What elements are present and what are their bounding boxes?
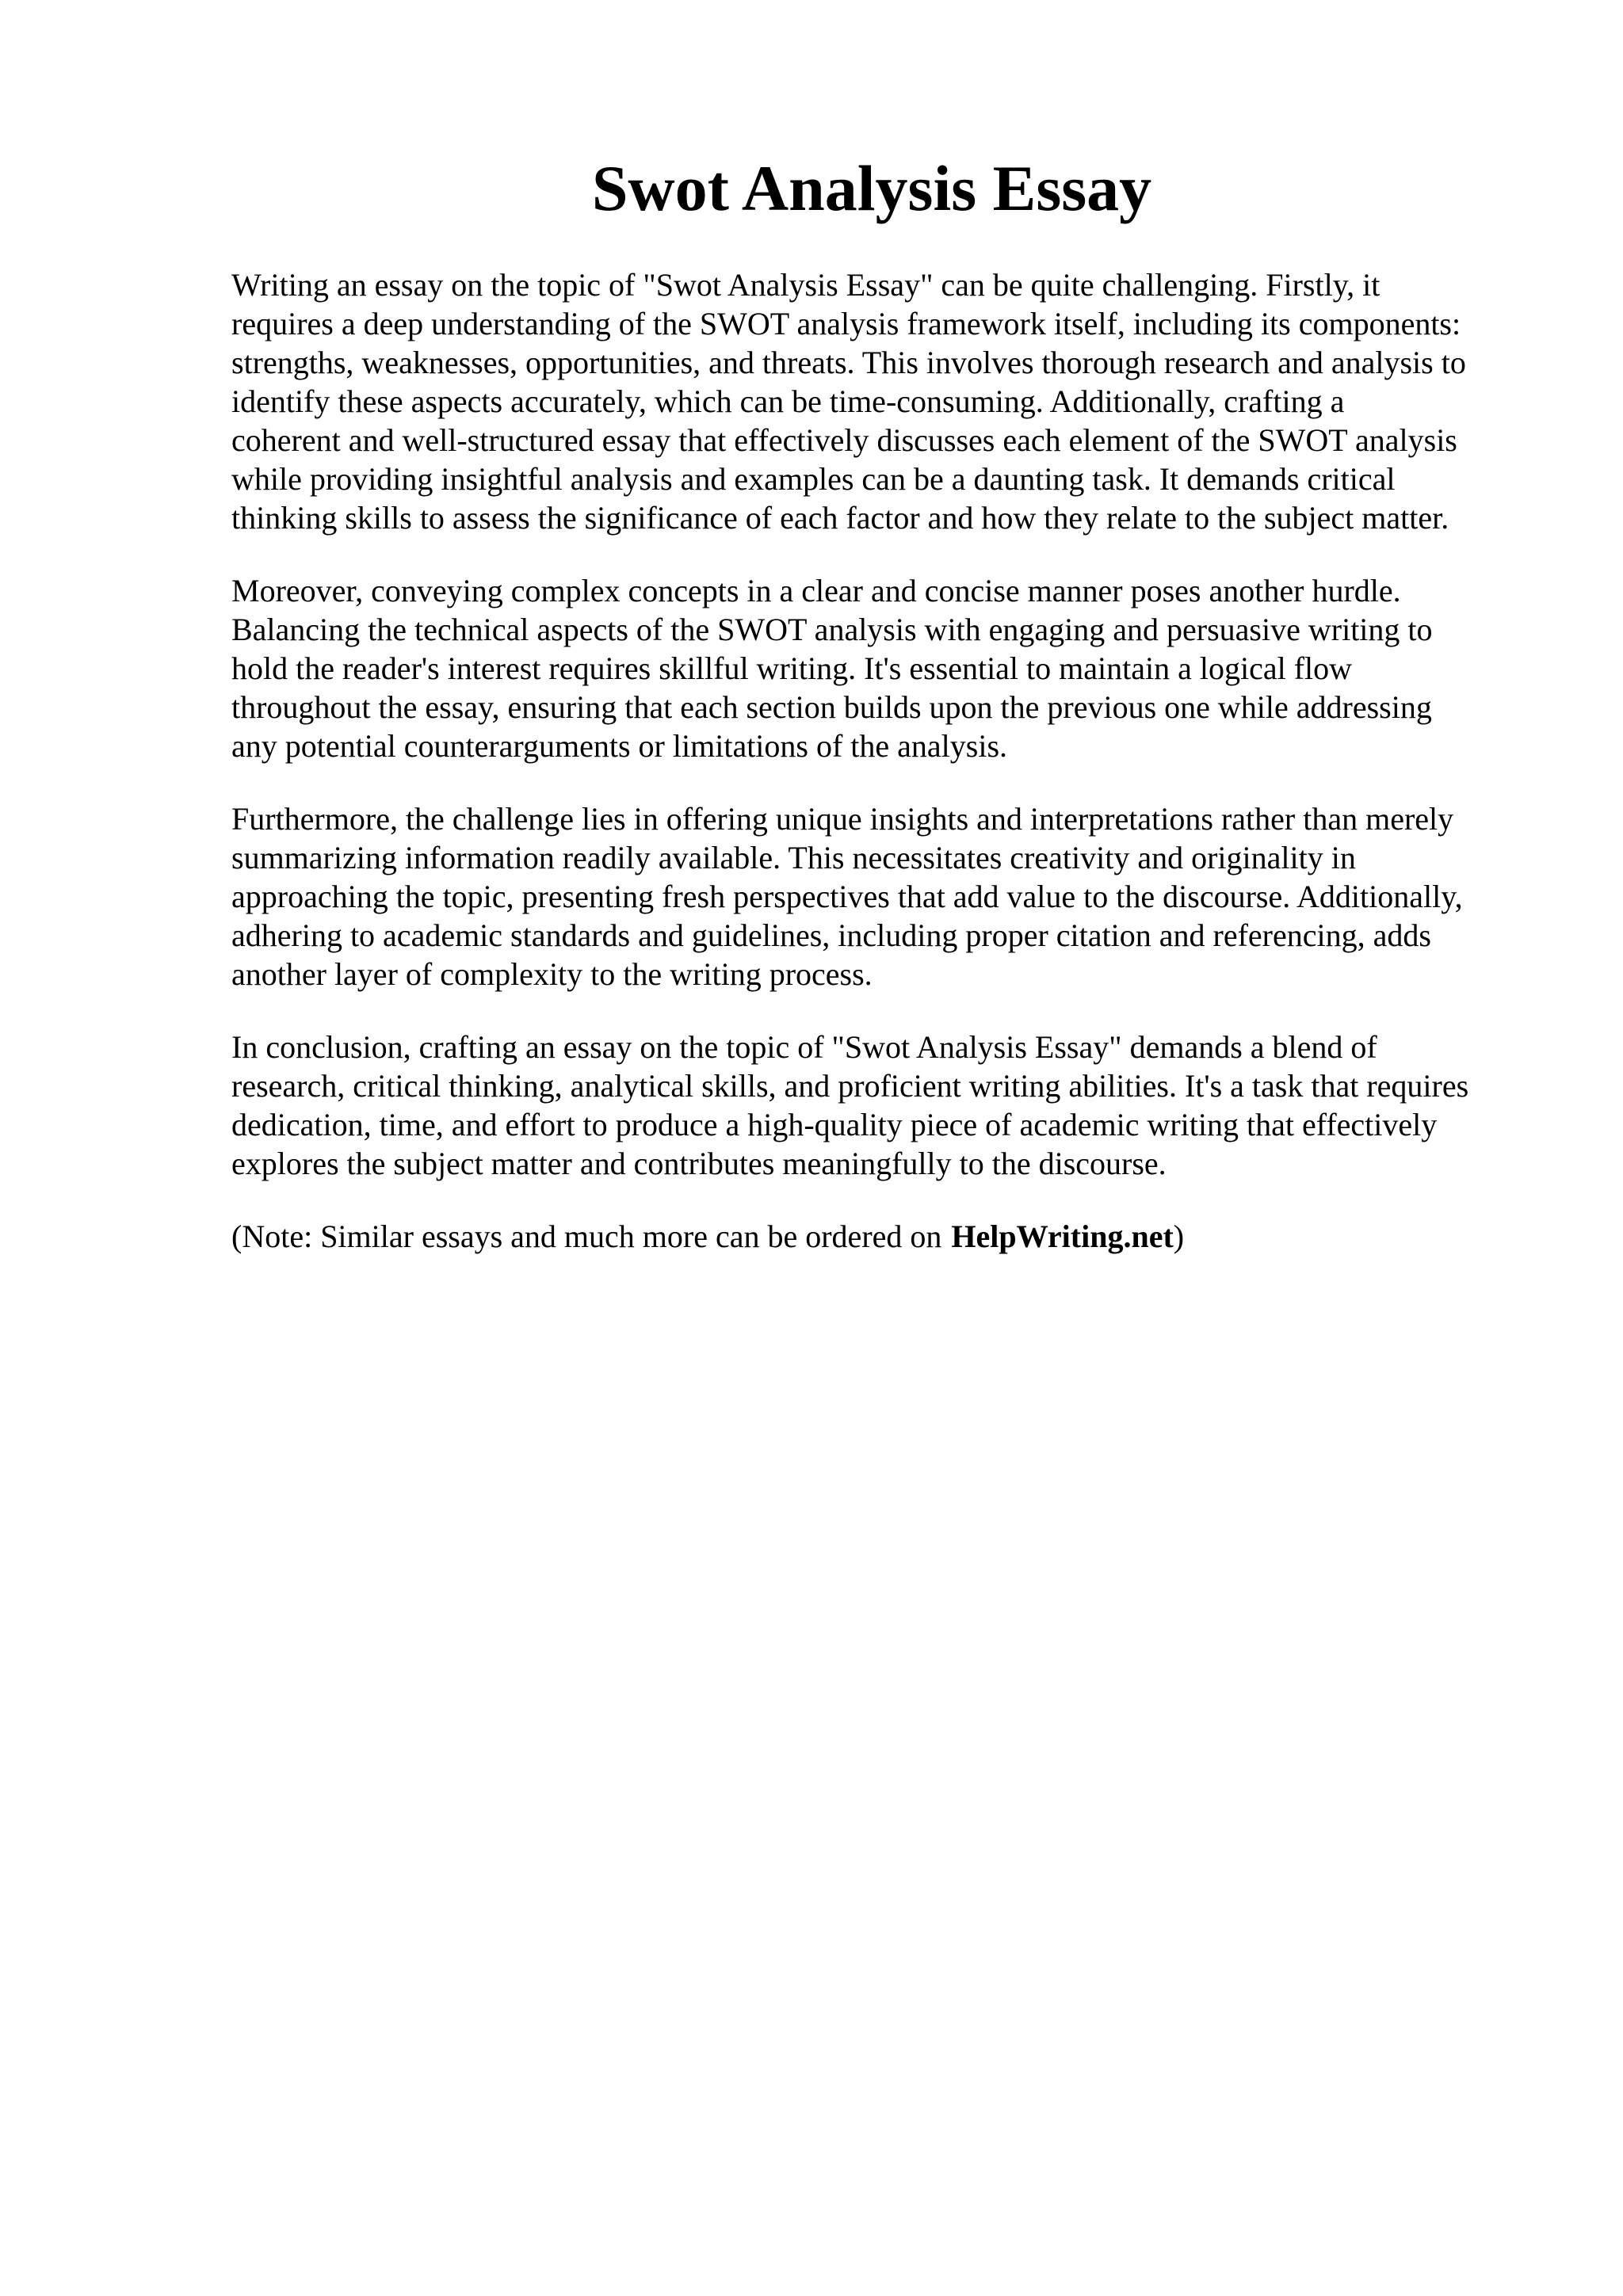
- text-line: hold the reader's interest requires skillful writing. It's essential to maintain a logical flow: [231, 650, 1353, 686]
- note-suffix: ): [1173, 1219, 1185, 1254]
- page-title: Swot Analysis Essay: [591, 152, 1152, 224]
- paragraph-3: [231, 799, 1531, 994]
- text-line: coherent and well-structured essay that effectively discusses each element of the SWOT analysis: [231, 422, 1457, 458]
- essay-body: [231, 265, 1531, 1256]
- text-line: summarizing information readily available. This necessitates creativity and originality in: [231, 840, 1356, 875]
- text-line: identify these aspects accurately, which can be time-consuming. Additionally, crafting a: [231, 383, 1345, 419]
- text-line: strengths, weaknesses, opportunities, and threats. This involves thorough research and analysis to: [231, 345, 1466, 380]
- paragraph-2: [231, 571, 1531, 765]
- text-line: Furthermore, the challenge lies in offering unique insights and interpretations rather than merely: [231, 801, 1454, 837]
- text-line: while providing insightful analysis and examples can be a daunting task. It demands critical: [231, 461, 1396, 497]
- text-line: approaching the topic, presenting fresh perspectives that add value to the discourse. Additionally,: [231, 879, 1463, 914]
- text-line: dedication, time, and effort to produce a high-quality piece of academic writing that effectively: [231, 1107, 1438, 1142]
- order-note: [231, 1217, 1531, 1256]
- helpwriting-link[interactable]: HelpWriting.net: [951, 1219, 1174, 1254]
- paragraph-4: [231, 1028, 1531, 1183]
- text-line: any potential counterarguments or limitations of the analysis.: [231, 728, 1008, 764]
- text-line: explores the subject matter and contributes meaningfully to the discourse.: [231, 1146, 1167, 1181]
- text-line: thinking skills to assess the significance of each factor and how they relate to the subject matter.: [231, 500, 1449, 536]
- text-line: another layer of complexity to the writing process.: [231, 956, 873, 992]
- text-line: Balancing the technical aspects of the SWOT analysis with engaging and persuasive writing to: [231, 612, 1433, 647]
- paragraph-1: [231, 265, 1531, 537]
- text-line: throughout the essay, ensuring that each section builds upon the previous one while addressing: [231, 689, 1432, 725]
- text-line: requires a deep understanding of the SWOT analysis framework itself, including its components:: [231, 306, 1461, 341]
- text-line: In conclusion, crafting an essay on the topic of "Swot Analysis Essay" demands a blend of: [231, 1029, 1377, 1065]
- note-prefix: (Note: Similar essays and much more can be ordered on: [231, 1219, 942, 1254]
- text-line: Writing an essay on the topic of "Swot Analysis Essay" can be quite challenging. Firstly, it: [231, 267, 1381, 303]
- text-line: adhering to academic standards and guidelines, including proper citation and referencing, adds: [231, 917, 1431, 953]
- text-line: Moreover, conveying complex concepts in a clear and concise manner poses another hurdle.: [231, 573, 1401, 608]
- text-line: research, critical thinking, analytical skills, and proficient writing abilities. It's a task that requires: [231, 1068, 1469, 1104]
